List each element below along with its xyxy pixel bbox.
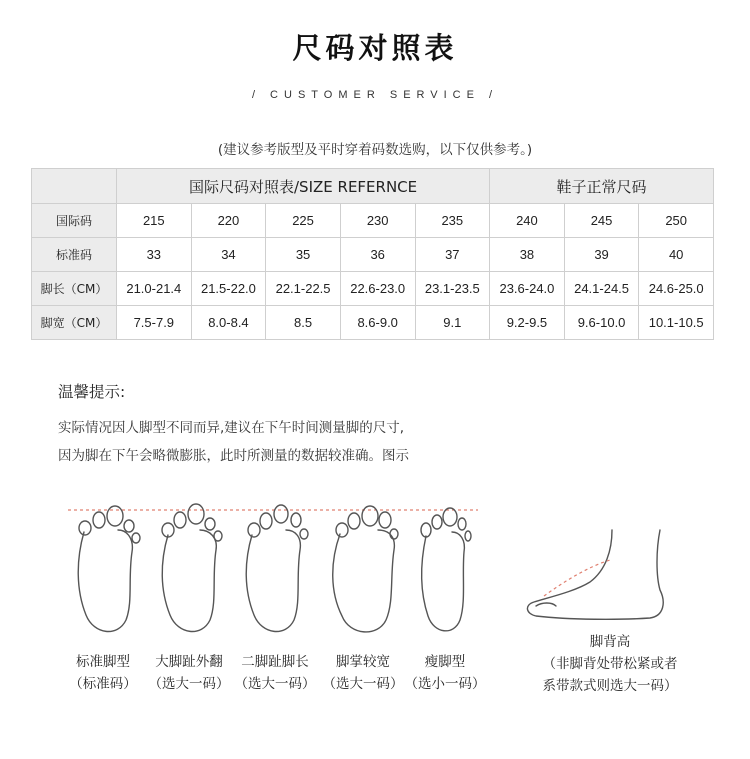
table-cell: 240 [490, 204, 565, 238]
table-row [32, 272, 714, 306]
table-cell: 21.5-22.0 [191, 272, 266, 306]
table-cell: 9.2-9.5 [490, 306, 565, 340]
table-cell: 36 [340, 238, 415, 272]
table-cell: 215 [117, 204, 192, 238]
table-cell: 9.1 [415, 306, 490, 340]
tips-line-1: 实际情况因人脚型不同而异,建议在下午时间测量脚的尺寸, [58, 420, 405, 436]
table-cell: 10.1-10.5 [639, 306, 714, 340]
table-cell: 7.5-7.9 [117, 306, 192, 340]
bunion-foot-icon [162, 504, 222, 631]
instep-label: 脚背高 [589, 634, 631, 650]
table-cell: 220 [191, 204, 266, 238]
standard-foot-icon [78, 506, 140, 631]
table-cell: 250 [639, 204, 714, 238]
foot-label-wide: 脚掌较宽 [336, 654, 390, 670]
size-chart-table [31, 168, 714, 340]
table-side-header: 鞋子正常尺码 [490, 169, 714, 204]
instep-sub-2: 系带款式则选大一码） [542, 678, 678, 694]
foot-sub-second-toe: （选大一码） [234, 676, 316, 692]
table-corner-cell [32, 169, 117, 204]
instep-sub-1: （非脚背处带松紧或者 [542, 656, 678, 672]
table-cell: 235 [415, 204, 490, 238]
table-cell: 8.5 [266, 306, 341, 340]
row-label: 标准码 [32, 238, 117, 272]
long-second-toe-foot-icon [246, 505, 308, 631]
foot-label-second-toe: 二脚趾脚长 [241, 654, 309, 670]
table-cell: 37 [415, 238, 490, 272]
table-main-header: 国际尺码对照表/SIZE REFERNCE [117, 169, 490, 204]
foot-sub-wide: （选大一码） [322, 676, 404, 692]
row-label: 脚长（CM） [32, 272, 117, 306]
table-cell: 38 [490, 238, 565, 272]
foot-sub-standard: （标准码） [69, 676, 137, 692]
instep-side-foot-icon [527, 530, 663, 619]
page-title: 尺码对照表 [292, 31, 458, 65]
table-cell: 40 [639, 238, 714, 272]
table-cell: 21.0-21.4 [117, 272, 192, 306]
table-cell: 24.6-25.0 [639, 272, 714, 306]
row-label: 国际码 [32, 204, 117, 238]
row-label: 脚宽（CM） [32, 306, 117, 340]
foot-sub-slim: （选小一码） [404, 676, 486, 692]
table-row [32, 238, 714, 272]
table-cell: 35 [266, 238, 341, 272]
table-header-row [32, 169, 714, 204]
instep-guide-line [544, 560, 610, 596]
table-row [32, 204, 714, 238]
table-cell: 39 [564, 238, 639, 272]
foot-label-bunion: 大脚趾外翻 [155, 654, 223, 670]
table-cell: 225 [266, 204, 341, 238]
foot-label-slim: 瘦脚型 [424, 654, 466, 670]
foot-sub-bunion: （选大一码） [148, 676, 230, 692]
table-cell: 22.1-22.5 [266, 272, 341, 306]
table-cell: 8.6-9.0 [340, 306, 415, 340]
table-cell: 23.6-24.0 [490, 272, 565, 306]
foot-label-standard: 标准脚型 [76, 654, 130, 670]
table-cell: 9.6-10.0 [564, 306, 639, 340]
page-subtitle: / CUSTOMER SERVICE / [251, 89, 499, 101]
table-cell: 23.1-23.5 [415, 272, 490, 306]
tips-line-2: 因为脚在下午会略微膨胀，此时所测量的数据较准确。图示 [58, 448, 409, 464]
table-cell: 22.6-23.0 [340, 272, 415, 306]
slim-foot-icon [421, 508, 471, 631]
tips-title: 温馨提示: [58, 383, 126, 401]
table-row [32, 306, 714, 340]
reference-note: (建议参考版型及平时穿着码数选购，以下仅供参考。) [217, 142, 533, 158]
table-cell: 245 [564, 204, 639, 238]
table-cell: 34 [191, 238, 266, 272]
wide-foot-icon [333, 506, 398, 632]
foot-illustrations [0, 490, 750, 650]
table-cell: 33 [117, 238, 192, 272]
table-cell: 24.1-24.5 [564, 272, 639, 306]
table-cell: 8.0-8.4 [191, 306, 266, 340]
table-cell: 230 [340, 204, 415, 238]
